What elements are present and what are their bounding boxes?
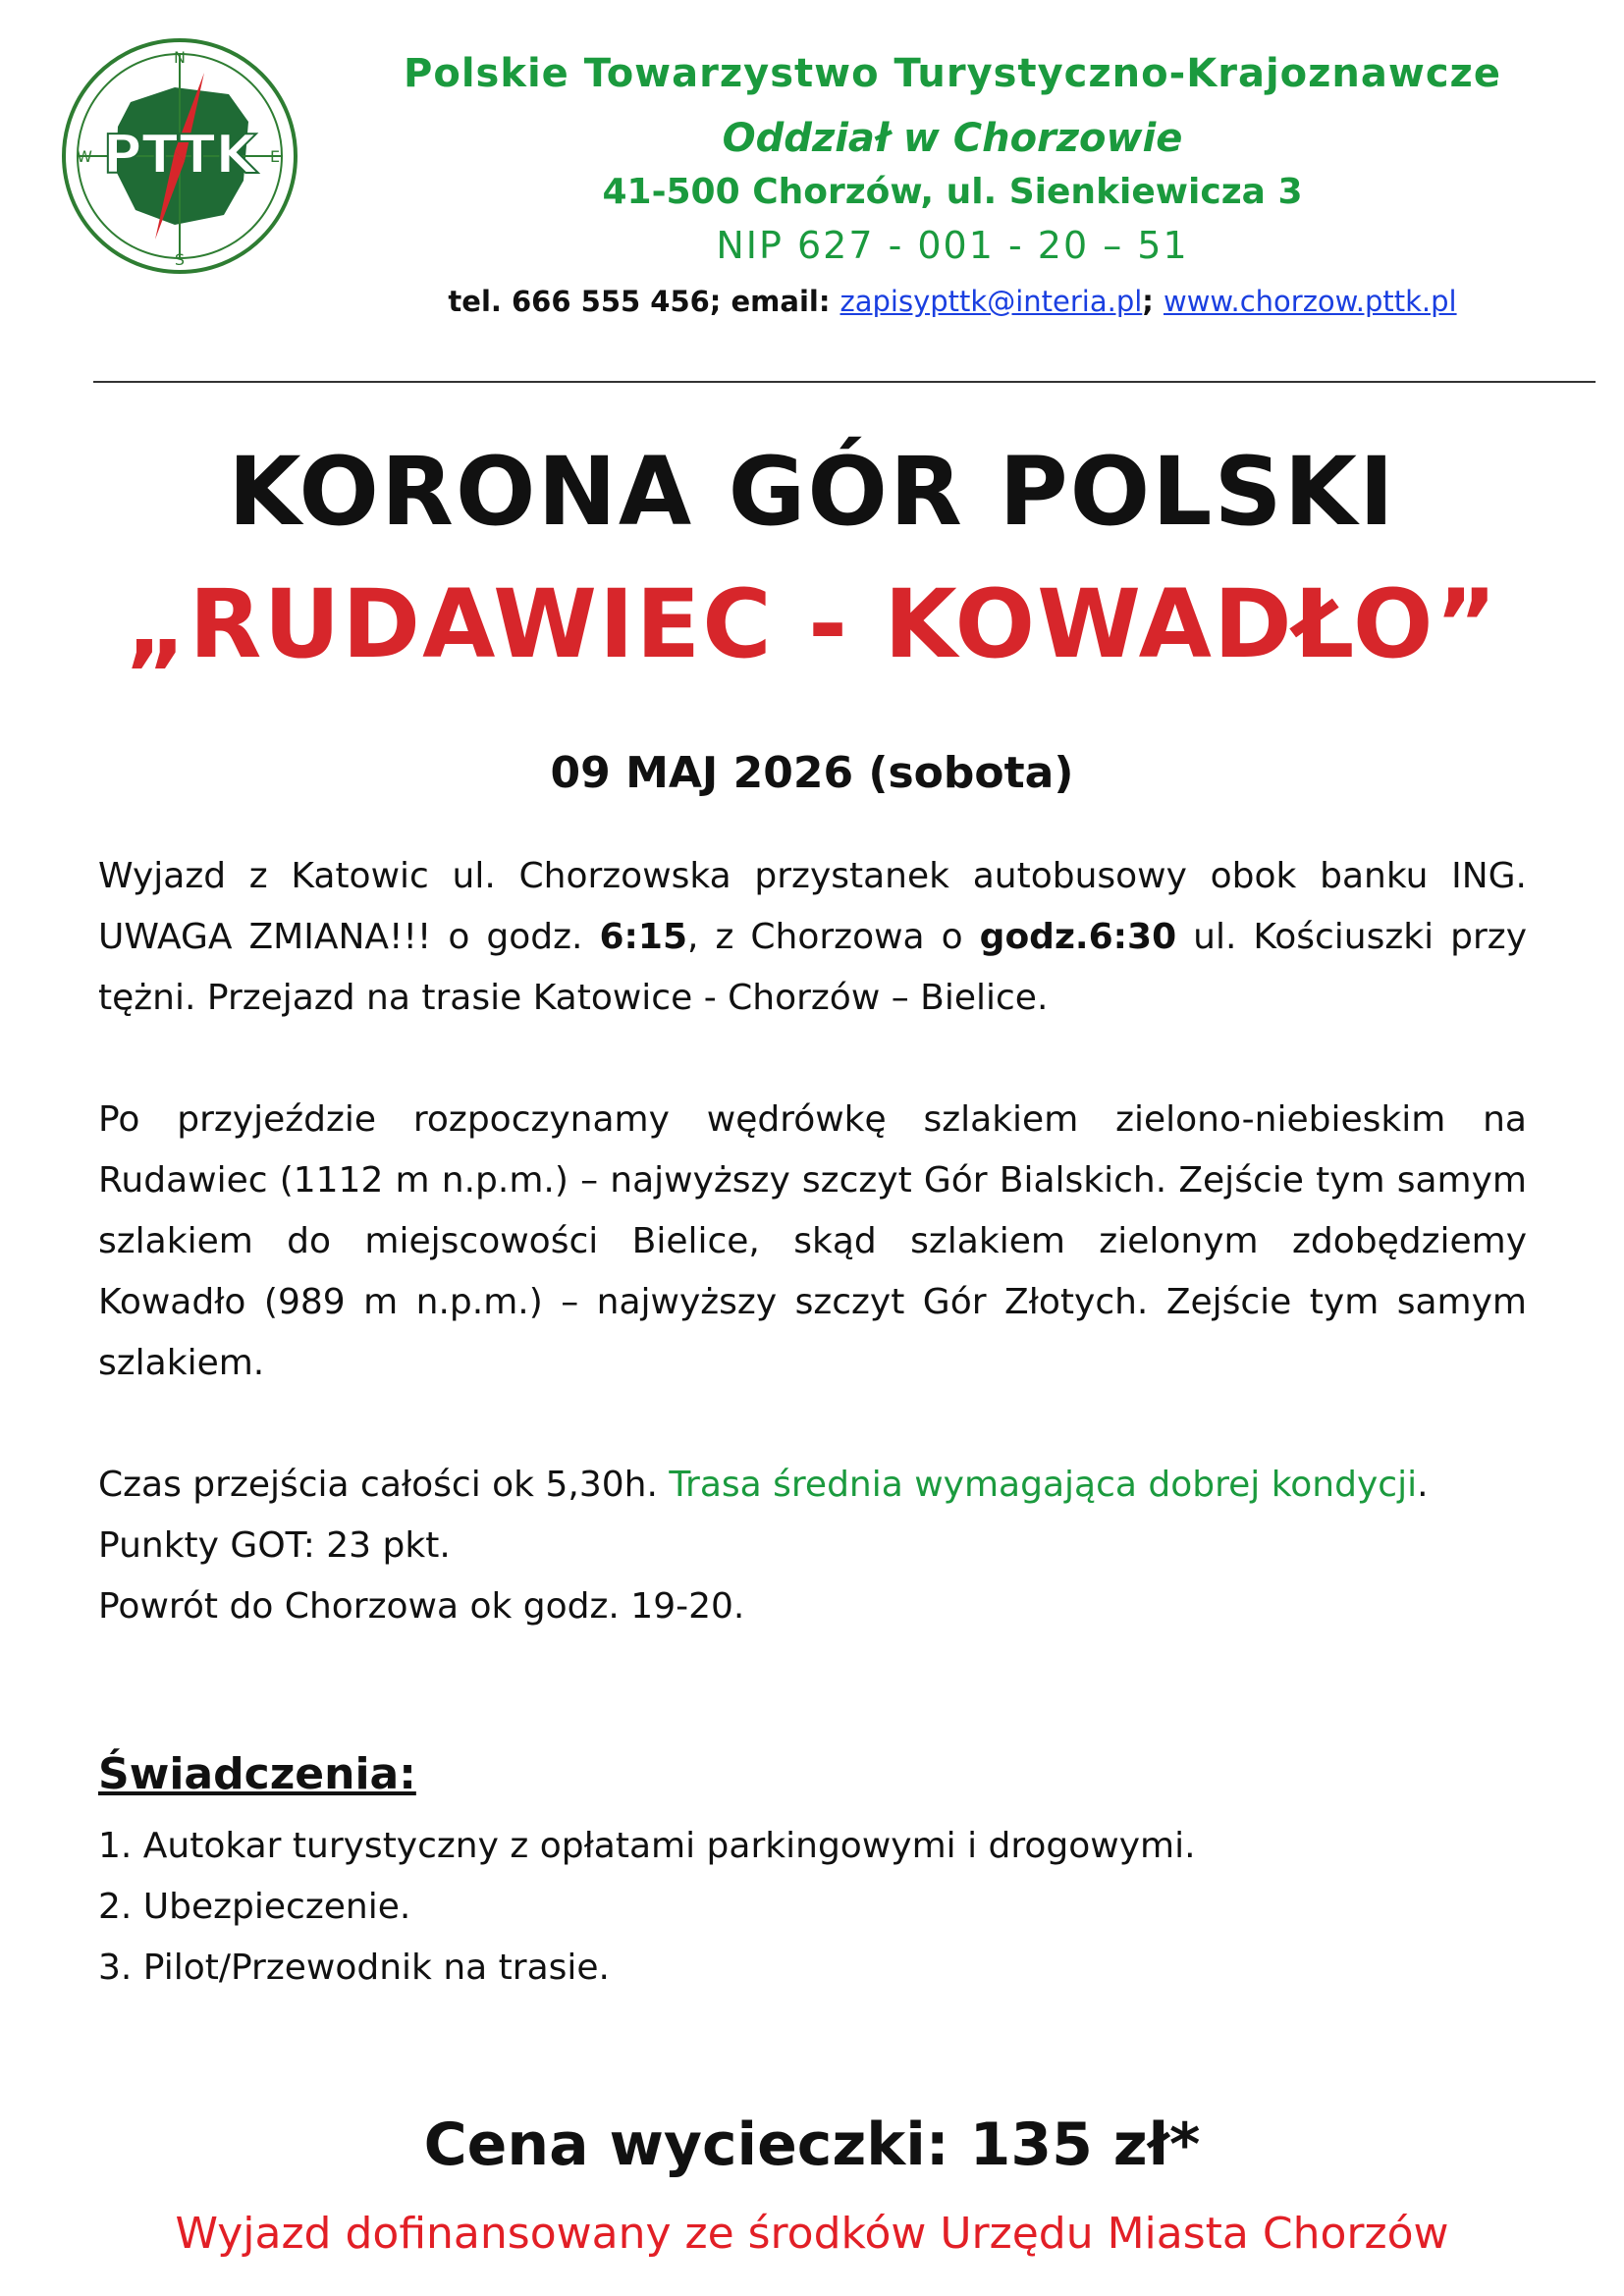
details-paragraph (98, 1455, 1527, 1637)
logo-text: PTTK (102, 124, 257, 186)
website-link[interactable]: www.chorzow.pttk.pl (1164, 285, 1457, 318)
nip-number: NIP 627 - 001 - 20 – 51 (716, 224, 1189, 267)
return-time: Powrót do Chorzowa ok godz. 19-20. (98, 1586, 745, 1627)
contact-separator: ; (1142, 285, 1164, 318)
phone-text: tel. 666 555 456; email: (448, 285, 840, 318)
departure-time-chorzow: godz.6:30 (979, 917, 1177, 957)
trip-title: „RUDAWIEC - KOWADŁO” (125, 569, 1499, 679)
difficulty-text: Trasa średnia wymagająca dobrej kondycji (669, 1465, 1418, 1505)
compass-e-label: E (269, 147, 281, 166)
address: 41-500 Chorzów, ul. Sienkiewicza 3 (602, 172, 1303, 212)
list-item: 2. Ubezpieczenie. (98, 1887, 411, 1927)
list-item: 1. Autokar turystyczny z opłatami parkingowymi i drogowymi. (98, 1826, 1196, 1866)
list-item: 3. Pilot/Przewodnik na trasie. (98, 1948, 610, 1988)
contact-line (314, 285, 1591, 318)
services-list (98, 1816, 1196, 1999)
departure-paragraph (98, 846, 1527, 1029)
email-link[interactable]: zapisypttk@interia.pl (839, 285, 1143, 318)
pttk-logo-icon (57, 33, 302, 279)
duration-text: Czas przejścia całości ok 5,30h. (98, 1465, 670, 1505)
departure-time-katowice: 6:15 (599, 917, 688, 957)
difficulty-dot: . (1417, 1465, 1429, 1505)
branch-name: Oddział w Chorzowie (722, 116, 1183, 161)
compass-w-label: W (77, 147, 92, 166)
departure-text-3: ul. Kościuszki przy tężni. Przejazd na trasie Katowice - Chorzów – Bielice. (98, 917, 1528, 1018)
trip-price: Cena wycieczki: 135 zł* (423, 2110, 1201, 2179)
got-points: Punkty GOT: 23 pkt. (98, 1525, 451, 1566)
services-title: Świadczenia: (98, 1749, 416, 1799)
main-title: KORONA GÓR POLSKI (228, 437, 1396, 547)
duration-line (98, 1455, 1527, 1516)
departure-text: Wyjazd z Katowic ul. Chorzowska przystanek autobusowy obok banku ING. UWAGA ZMIANA!!! o godz. (98, 856, 1527, 957)
organization-name: Polskie Towarzystwo Turystyczno-Krajoznawcze (404, 51, 1501, 96)
departure-text-2: , z Chorzowa o (687, 917, 980, 957)
compass-s-label: S (174, 250, 186, 269)
funding-note: Wyjazd dofinansowany ze środków Urzędu Miasta Chorzów (175, 2209, 1449, 2259)
route-paragraph: Po przyjeździe rozpoczynamy wędrówkę szlakiem zielono-niebieskim na Rudawiec (1112 m n.p.m.) – najwyższy szczyt Gór Bialskich. Zejście tym samym szlakiem do miejscowości Bielice, skąd szlakiem zielonym zdobędziemy Kowadło (989 m n.p.m.) – najwyższy szczyt Gór Złotych. Zejście tym samym szlakiem. (98, 1099, 1527, 1383)
header-divider (93, 381, 1596, 383)
compass-n-label: N (174, 48, 186, 67)
trip-date: 09 MAJ 2026 (sobota) (550, 748, 1074, 798)
